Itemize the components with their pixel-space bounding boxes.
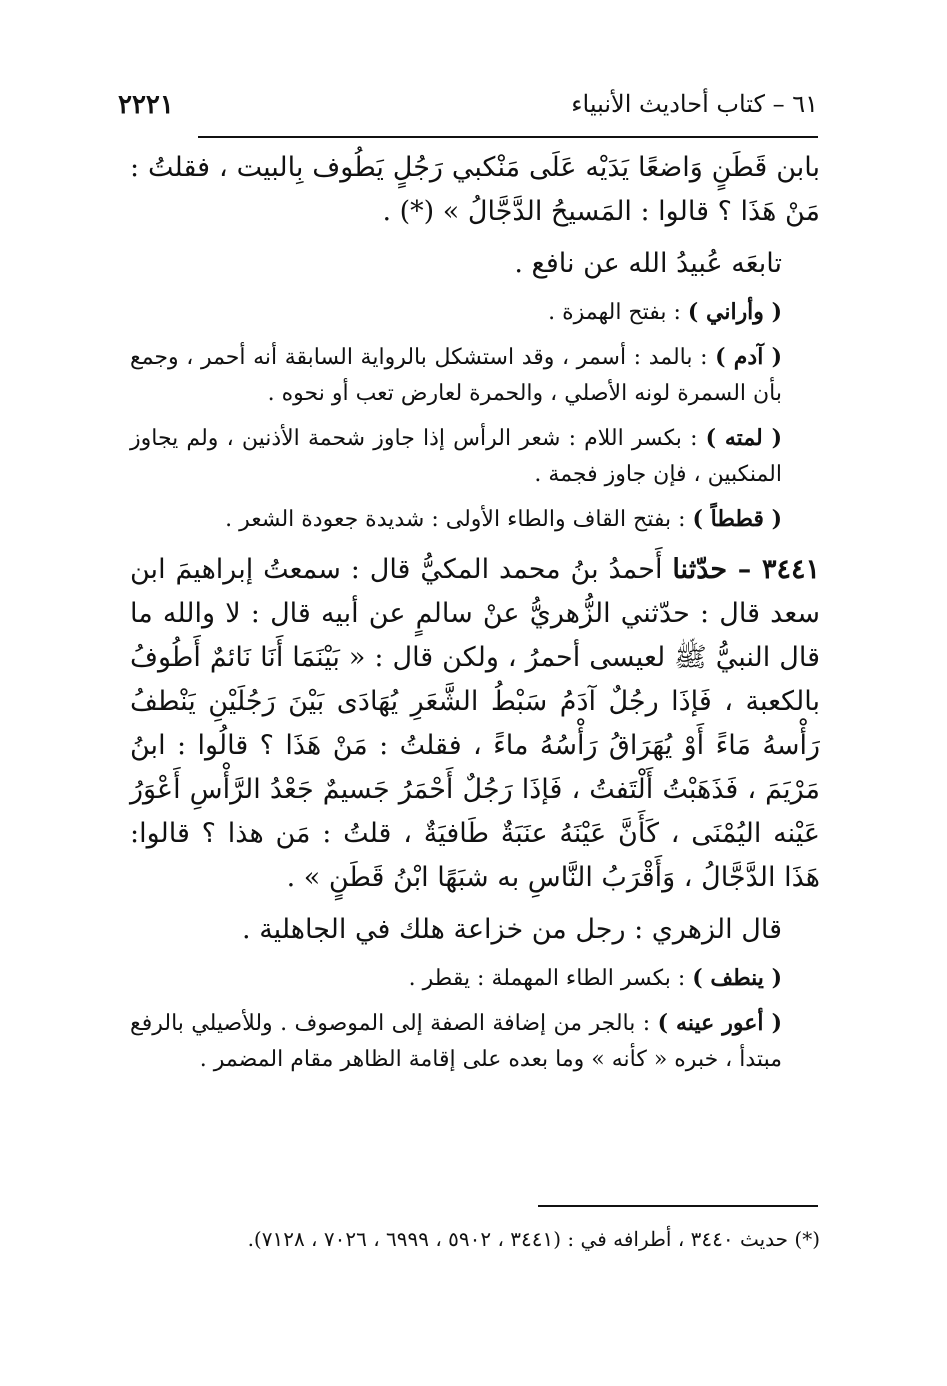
hadith-paragraph	[130, 548, 820, 900]
commentary-term: ( قططاً )	[692, 506, 782, 532]
commentary-note	[130, 339, 820, 412]
commentary-text: : بكسر اللام : شعر الرأس إذا جاوز شحمة الأذنين ، ولم يجاوز المنكبين ، فإن جاوز فجمة .	[130, 426, 782, 487]
page-header	[118, 90, 818, 130]
commentary-term: ( وأراني )	[687, 299, 782, 325]
commentary-note	[130, 420, 820, 493]
commentary-text: : بفتح القاف والطاء الأولى : شديدة جعودة الشعر .	[225, 507, 693, 532]
commentary-text: : بالجر من إضافة الصفة إلى الموصوف . وللأصيلي بالرفع مبتدأ ، خبره « كأنه » وما بعده على إقامة الظاهر مقام المضمر .	[130, 1011, 782, 1072]
commentary-term: ( آدم )	[715, 344, 782, 370]
commentary-text: : بكسر الطاء المهملة : يقطر .	[408, 966, 693, 991]
hadith-number: ٣٤٤١ – حدّثنا	[672, 554, 820, 585]
page-number: ٢٢٢١	[118, 90, 174, 120]
commentary-text: : بالمد : أسمر ، وقد استشكل بالرواية السابقة أنه أحمر ، وجمع بأن السمرة لونه الأصلي ، والحمرة لعارض تعب أو نحوه .	[130, 345, 782, 406]
footnote-rule	[538, 1205, 818, 1207]
header-rule	[198, 136, 818, 138]
commentary-note	[130, 960, 820, 997]
paragraph-follow-up: تابعَه عُبيدُ الله عن نافع .	[514, 248, 782, 279]
paragraph-zuhri: قال الزهري : رجل من خزاعة هلك في الجاهلية .	[242, 914, 782, 945]
commentary-text: : بفتح الهمزة .	[548, 300, 688, 325]
commentary-note	[130, 501, 820, 538]
commentary-note	[130, 294, 820, 331]
commentary-term: ( ينطف )	[692, 965, 782, 991]
hadith-text: أَحمدُ بنُ محمد المكيُّ قال : سمعتُ إبراهيمَ ابن سعد قال : حدّثني الزُّهريُّ عنْ سالمٍ عن أبيه قال : لا والله ما قال النبيُّ ﷺ لعيسى أحمرُ ، ولكن قال : « بَيْنَمَا أَنَا نَائمٌ أَطُوفُ بالكعبة ، فَإذَا رجُلٌ آدَمُ سَبْطُ الشَّعَرِ يُهَادَى بَيْنَ رَجُلَيْنِ يَنْطفُ رَأْسهُ مَاءً أَوْ يُهَرَاقُ رَأْسُهُ ماءً ، فقلتُ : مَنْ هَذَا ؟ قالُوا : ابنُ مَرْيَمَ ، فَذَهَبْتُ أَلْتَفتُ ، فَإذَا رَجُلٌ أَحْمَرُ جَسيمٌ جَعْدُ الرَّأْسِ أَعْوَرُ عَيْنه اليُمْنَى ، كَأَنَّ عَيْنَهُ عنَبَةٌ طَافيَةٌ ، قلتُ : مَن هذا ؟ قالوا: هَذَا الدَّجَّالُ ، وَأَقْرَبُ النَّاسِ به شبَهًا ابْنُ قَطَنٍ » .	[130, 554, 820, 893]
page-body	[130, 146, 820, 1078]
commentary-term: ( أعور عينه )	[657, 1010, 782, 1036]
paragraph-continuation: بابن قَطَنٍ وَاضعًا يَدَيْه عَلَى مَنْكبي رَجُلٍ يَطُوف بِالبيت ، فقلتُ : مَنْ هَذَا ؟ قالوا : المَسيحُ الدَّجَّالُ » (*) .	[130, 152, 820, 227]
footnote: (*) حديث ٣٤٤٠ ، أطرافه في : (٣٤٤١ ، ٥٩٠٢ ، ٦٩٩٩ ، ٧٠٢٦ ، ٧١٢٨).	[247, 1227, 820, 1251]
commentary-note	[130, 1005, 820, 1078]
chapter-title: ٦١ – كتاب أحاديث الأنبياء	[571, 90, 818, 118]
commentary-term: ( لمته )	[705, 425, 782, 451]
